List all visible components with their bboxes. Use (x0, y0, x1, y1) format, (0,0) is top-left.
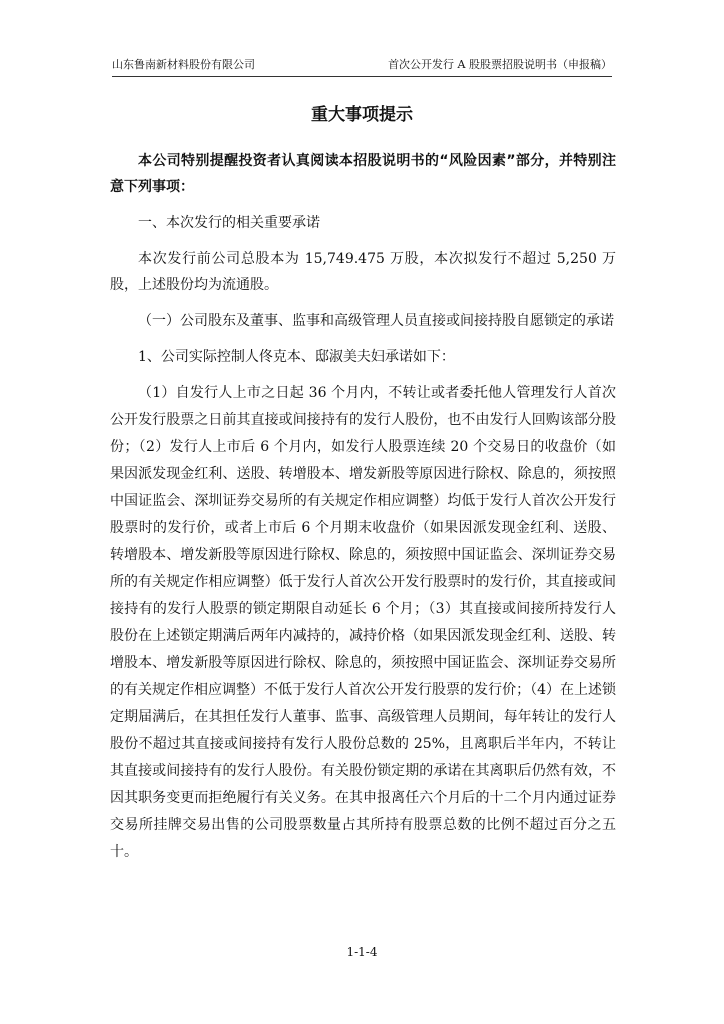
share-capital-paragraph: 本次发行前公司总股本为 15,749.475 万股，本次拟发行不超过 5,250 万股，上述股份均为流通股。 (110, 251, 616, 293)
header-company-name: 山东鲁南新材料股份有限公司 (112, 58, 255, 71)
commitment-paragraph: （1）自发行人上市之日起 36 个月内，不转让或者委托他人管理发行人首次公开发行股票之日前其直接或间接持有的发行人股份，也不由发行人回购该部分股份；（2）发行人上市后 6 个月内，如发行人股票连续 20 个交易日的收盘价（如果因派发现金红利、送股、转增股本、增发新股等原因进行除权、除息的，须按照中国证监会、深圳证券交易所的有关规定作相应调整）均低于发行人首次公开发行股票时的发行价，或者上市后 6 个月期末收盘价（如果因派发现金红利、送股、转增股本、增发新股等原因进行除权、除息的，须按照中国证监会、深圳证券交易所的有关规定作相应调整）低于发行人首次公开发行股票时的发行价，其直接或间接持有的发行人股票的锁定期限自动延长 6 个月；（3）其直接或间接所持发行人股份在上述锁定期满后两年内减持的，减持价格（如果因派发现金红利、送股、转增股本、增发新股等原因进行除权、除息的，须按照中国证监会、深圳证券交易所的有关规定作相应调整）不低于发行人首次公开发行股票的发行价；（4）在上述锁定期届满后，在其担任发行人董事、监事、高级管理人员期间，每年转让的发行人股份不超过其直接或间接持有发行人股份总数的 25%，且离职后半年内，不转让其直接或间接持有的发行人股份。有关股份锁定期的承诺在其离职后仍然有效，不因其职务变更而拒绝履行有关义务。在其申报离任六个月后的十二个月内通过证券交易所挂牌交易出售的公司股票数量占其所持有股票总数的比例不超过百分之五十。 (110, 385, 616, 860)
document-body (110, 148, 616, 866)
page-title: 重大事项提示 (311, 105, 413, 125)
item-heading-controllers: 1、公司实际控制人佟克本、邸淑美夫妇承诺如下： (138, 349, 455, 365)
page-header (112, 58, 612, 77)
section-heading-commitments: 一、本次发行的相关重要承诺 (138, 215, 320, 231)
page-number: 1-1-4 (346, 945, 378, 959)
subsection-heading-lockup: （一）公司股东及董事、监事和高级管理人员直接或间接持股自愿锁定的承诺 (138, 313, 614, 329)
header-document-title: 首次公开发行 A 股股票招股说明书（申报稿） (388, 58, 612, 71)
intro-paragraph: 本公司特别提醒投资者认真阅读本招股说明书的“风险因素”部分，并特别注意下列事项： (110, 153, 616, 195)
